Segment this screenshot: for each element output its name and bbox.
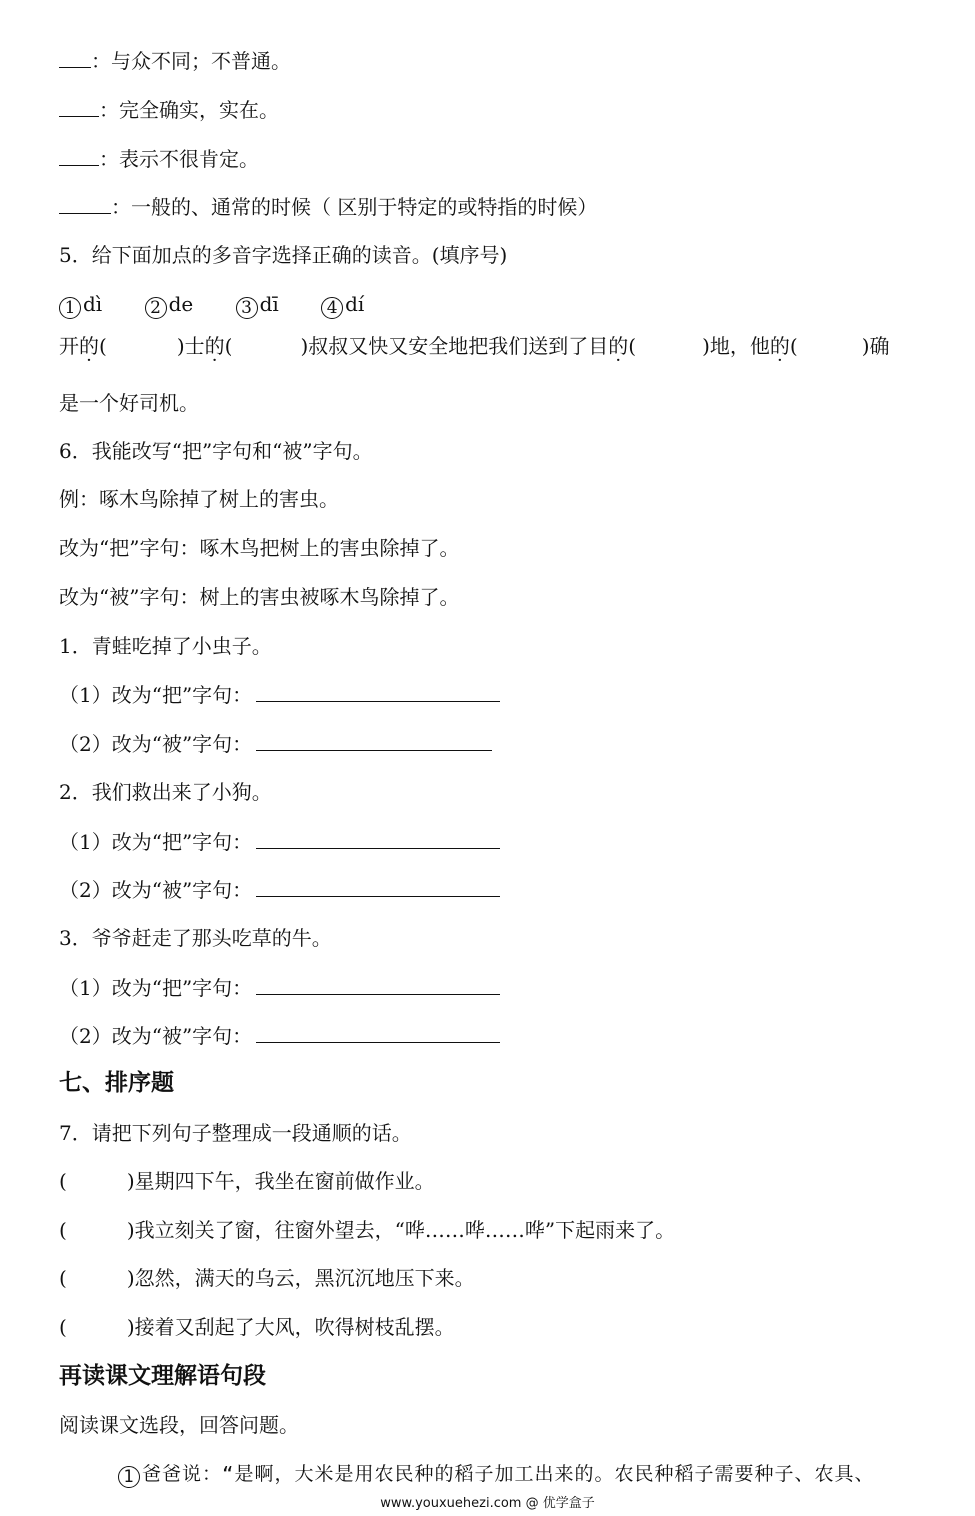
- q6-item-3-ba: [59, 974, 500, 1001]
- sort-line-3: ( )忽然，满天的乌云，黑沉沉地压下来。: [59, 1266, 475, 1290]
- option-number: 1: [59, 297, 81, 319]
- def-text: ：与众不同；不普通。: [91, 49, 291, 73]
- q6-example-ba: 改为“把”字句：啄木鸟把树上的害虫除掉了。: [59, 536, 460, 560]
- q6-example: 例：啄木鸟除掉了树上的害虫。: [59, 487, 339, 511]
- sort-line-1: ( )星期四下午，我坐在窗前做作业。: [59, 1169, 435, 1193]
- option-number: 3: [236, 297, 258, 319]
- section-heading-sort: 七、排序题: [59, 1070, 174, 1096]
- section-heading-reading: 再读课文理解语句段: [59, 1363, 266, 1389]
- answer-line[interactable]: [256, 876, 500, 897]
- q5-sentence: 开的( )士的( )叔叔又快又安全地把我们送到了目的( )地，他的( )确: [59, 334, 890, 358]
- dotted-char: 的: [204, 334, 225, 358]
- sort-line-2: ( )我立刻关了窗，往窗外望去，“哗……哗……哗”下起雨来了。: [59, 1218, 676, 1242]
- sentence-fragment: 叔叔又快又安全地把我们送到了目: [308, 334, 609, 358]
- answer-label: （2）改为“被”字句：: [59, 1024, 253, 1048]
- sort-sentence: 星期四下午，我坐在窗前做作业。: [134, 1169, 435, 1193]
- answer-label: （1）改为“把”字句：: [59, 683, 253, 707]
- sort-line-4: ( )接着又刮起了大风，吹得树枝乱摆。: [59, 1315, 455, 1339]
- sentence-fragment: 确: [869, 334, 890, 358]
- paragraph-text: 爸爸说：“是啊，大米是用农民种的稻子加工出来的。农民种稻子需要种子、农具、: [142, 1463, 875, 1485]
- def-line-2: [59, 96, 279, 123]
- answer-line[interactable]: [256, 974, 500, 995]
- answer-line[interactable]: [256, 681, 500, 702]
- reading-intro: 阅读课文选段，回答问题。: [59, 1413, 299, 1437]
- sentence-fragment: 开: [59, 334, 79, 358]
- q6-item-1-bei: [59, 730, 492, 757]
- answer-label: （1）改为“把”字句：: [59, 830, 253, 854]
- answer-blank[interactable]: [59, 145, 99, 166]
- q5-title: 5．给下面加点的多音字选择正确的读音。(填序号): [59, 243, 508, 267]
- option-3: [236, 292, 279, 316]
- q6-example-bei: 改为“被”字句：树上的害虫被啄木鸟除掉了。: [59, 585, 460, 609]
- q6-item-3-bei: [59, 1022, 500, 1049]
- sort-sentence: 我立刻关了窗，往窗外望去，“哗……哗……哗”下起雨来了。: [134, 1218, 676, 1242]
- option-number: 2: [145, 297, 167, 319]
- def-text: ：完全确实，实在。: [99, 98, 279, 122]
- def-line-1: [59, 47, 291, 74]
- q6-item-1: 1．青蛙吃掉了小虫子。: [59, 634, 272, 658]
- sentence-fragment: 地，他: [709, 334, 770, 358]
- option-pinyin: dī: [259, 292, 279, 316]
- q6-item-1-ba: [59, 681, 500, 708]
- footer-watermark: www.youxuehezi.com @ 优学盒子: [380, 1496, 595, 1511]
- option-2: [145, 292, 194, 316]
- paragraph-number: 1: [118, 1466, 140, 1488]
- answer-line[interactable]: [256, 828, 500, 849]
- answer-label: （2）改为“被”字句：: [59, 732, 253, 756]
- sort-sentence: 忽然，满天的乌云，黑沉沉地压下来。: [134, 1266, 475, 1290]
- def-text: ：一般的、通常的时候（ 区别于特定的或特指的时候）: [111, 195, 598, 219]
- q6-item-2: 2．我们救出来了小狗。: [59, 780, 272, 804]
- reading-paragraph-1: [118, 1461, 874, 1488]
- q7-title: 7．请把下列句子整理成一段通顺的话。: [59, 1121, 412, 1145]
- def-line-3: [59, 145, 259, 172]
- dotted-char: 的: [608, 334, 629, 358]
- option-pinyin: de: [168, 292, 194, 316]
- dotted-char: 的: [79, 334, 99, 358]
- answer-line[interactable]: [256, 730, 492, 751]
- answer-blank[interactable]: [59, 96, 99, 117]
- sort-sentence: 接着又刮起了大风，吹得树枝乱摆。: [134, 1315, 455, 1339]
- sentence-fragment: 士: [184, 334, 205, 358]
- answer-blank[interactable]: [59, 47, 91, 68]
- q5-options: [59, 291, 364, 319]
- option-pinyin: dí: [345, 292, 365, 316]
- q6-item-3: 3．爷爷赶走了那头吃草的牛。: [59, 926, 332, 950]
- option-number: 4: [321, 297, 343, 319]
- dotted-char: 的: [769, 334, 790, 358]
- answer-blank[interactable]: [59, 193, 111, 214]
- answer-line[interactable]: [256, 1022, 500, 1043]
- q6-title: 6．我能改写“把”字句和“被”字句。: [59, 439, 373, 463]
- answer-label: （1）改为“把”字句：: [59, 976, 253, 1000]
- option-1: [59, 292, 102, 316]
- def-line-4: [59, 193, 597, 220]
- def-text: ：表示不很肯定。: [99, 147, 259, 171]
- option-pinyin: dì: [83, 292, 103, 316]
- option-4: [321, 292, 364, 316]
- answer-label: （2）改为“被”字句：: [59, 878, 253, 902]
- q6-item-2-ba: [59, 828, 500, 855]
- q5-sentence-line2: 是一个好司机。: [59, 391, 199, 415]
- q6-item-2-bei: [59, 876, 500, 903]
